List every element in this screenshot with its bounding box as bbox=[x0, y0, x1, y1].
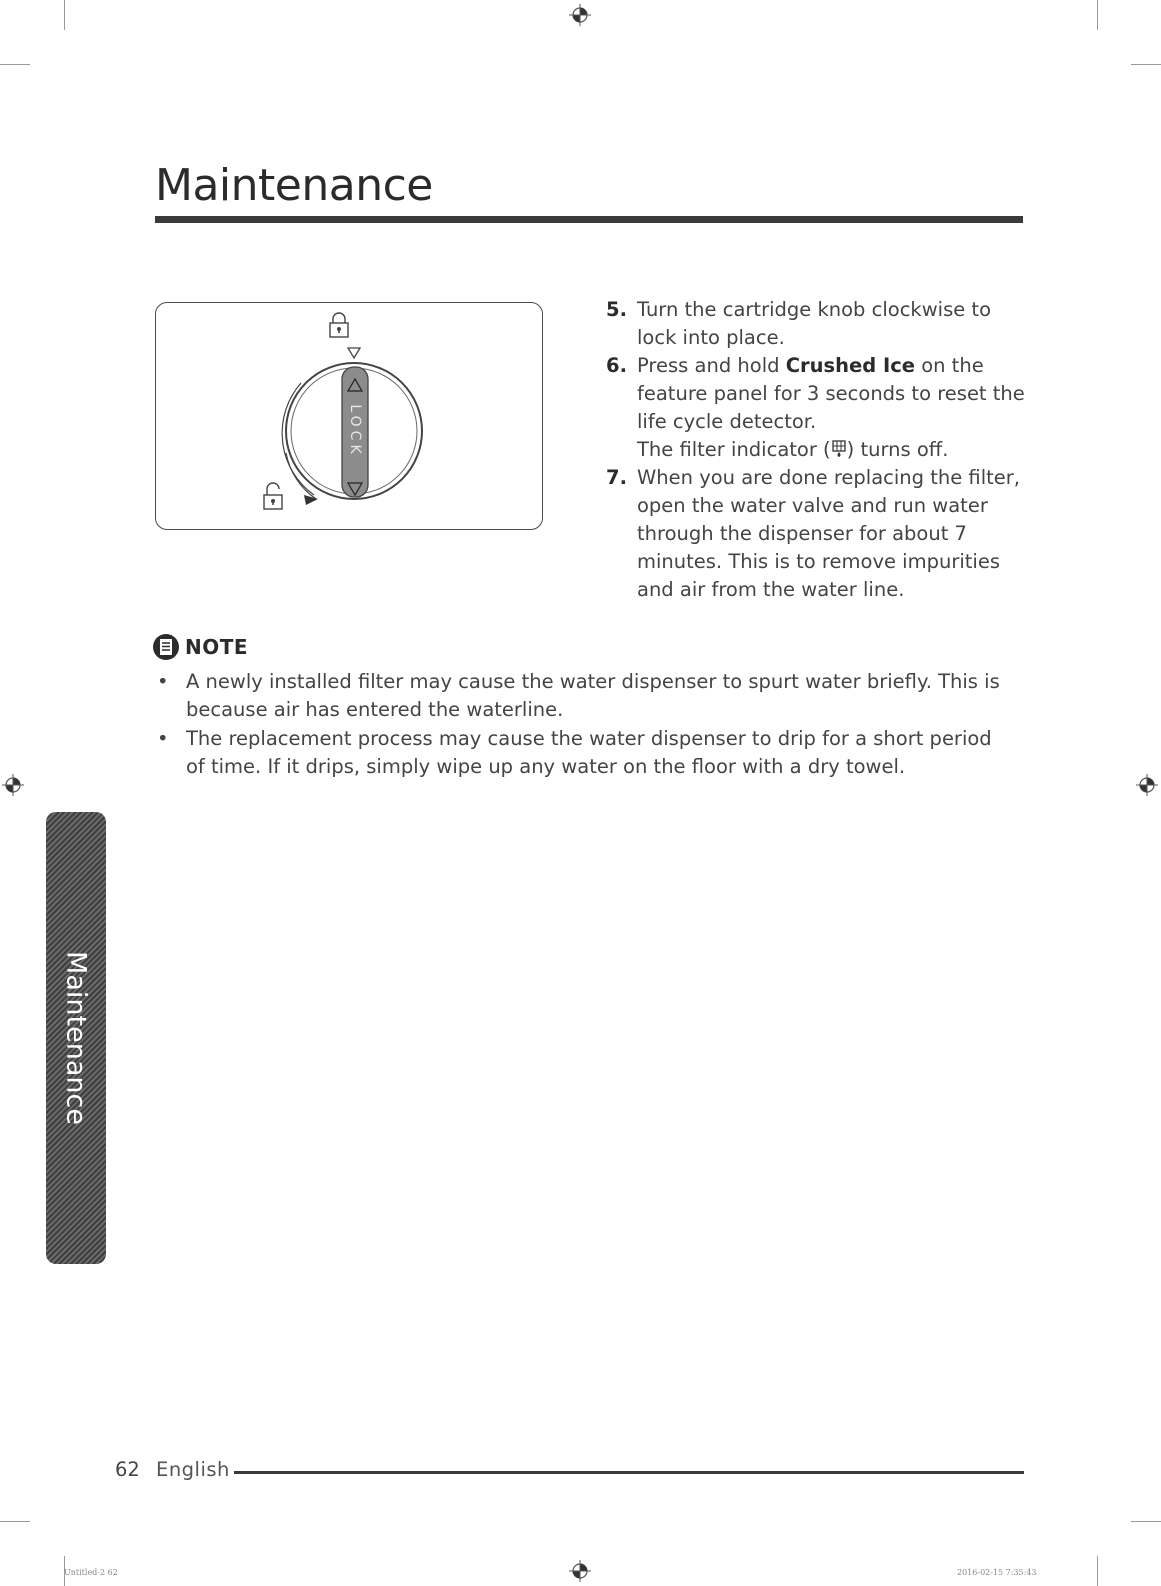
step-text-after: on the feature panel for 3 seconds to reset the life cycle detector. bbox=[637, 354, 1025, 433]
registration-mark-icon bbox=[2, 774, 24, 796]
alignment-marker-icon bbox=[348, 348, 360, 358]
bullet-icon: • bbox=[157, 670, 169, 693]
step-text: Turn the cartridge knob clockwise to lock into place. bbox=[637, 298, 991, 349]
step-number: 5. bbox=[606, 298, 627, 321]
lock-closed-icon bbox=[330, 313, 348, 337]
note-text: The replacement process may cause the water dispenser to drip for a short period of time. If it drips, simply wipe up any water on the floor with a dry towel. bbox=[186, 727, 992, 778]
crushed-ice-keyword: Crushed Ice bbox=[785, 354, 915, 377]
page-number: 62 bbox=[115, 1458, 140, 1481]
knob-lock-label: LOCK bbox=[347, 404, 363, 458]
lock-open-icon bbox=[264, 483, 282, 509]
section-side-tab bbox=[46, 812, 106, 1264]
step-number: 7. bbox=[606, 466, 627, 489]
note-item bbox=[155, 668, 1015, 724]
note-heading bbox=[152, 632, 248, 662]
registration-mark-icon bbox=[1136, 774, 1158, 796]
step-number: 6. bbox=[606, 354, 627, 377]
note-item bbox=[155, 725, 1015, 781]
crop-mark bbox=[0, 64, 30, 65]
step-subtext-before: The filter indicator ( bbox=[637, 438, 831, 461]
note-label: NOTE bbox=[185, 635, 249, 659]
footer-language: English bbox=[156, 1458, 230, 1481]
note-text: A newly installed filter may cause the water dispenser to spurt water briefly. This is because air has entered the waterline. bbox=[186, 670, 1000, 721]
title-rule bbox=[155, 216, 1023, 223]
step-subtext-after: ) turns off. bbox=[846, 438, 949, 461]
side-tab-label: Maintenance bbox=[60, 951, 92, 1125]
steps-list bbox=[606, 296, 1026, 604]
filter-indicator-icon bbox=[831, 440, 847, 458]
crop-mark bbox=[1131, 64, 1161, 65]
note-icon bbox=[152, 633, 180, 661]
footer-rule bbox=[234, 1471, 1024, 1474]
crop-mark bbox=[64, 0, 65, 30]
bullet-icon: • bbox=[157, 727, 169, 750]
crop-mark bbox=[1097, 1556, 1098, 1586]
print-slug-left: Untitled-2 62 bbox=[64, 1568, 118, 1577]
filter-knob-drawing bbox=[156, 303, 544, 531]
step-item bbox=[606, 296, 1026, 352]
step-text bbox=[637, 352, 1026, 436]
page-title: Maintenance bbox=[155, 160, 433, 211]
registration-mark-icon bbox=[569, 1560, 591, 1582]
crop-mark bbox=[0, 1521, 30, 1522]
print-slug-right: 2016-02-15 7:35:43 bbox=[957, 1568, 1037, 1577]
step-subtext bbox=[637, 436, 1026, 464]
step-item bbox=[606, 464, 1026, 604]
step-text: When you are done replacing the filter, open the water valve and run water through the dispenser for about 7 minutes. This is to remove impurities and air from the water line. bbox=[637, 466, 1020, 601]
filter-knob-illustration bbox=[155, 302, 543, 530]
note-list bbox=[155, 668, 1015, 782]
rotation-arrow-icon bbox=[304, 495, 318, 505]
step-text-before: Press and hold bbox=[637, 354, 786, 377]
registration-mark-icon bbox=[569, 4, 591, 26]
step-item bbox=[606, 352, 1026, 464]
crop-mark bbox=[1097, 0, 1098, 30]
crop-mark bbox=[1131, 1521, 1161, 1522]
